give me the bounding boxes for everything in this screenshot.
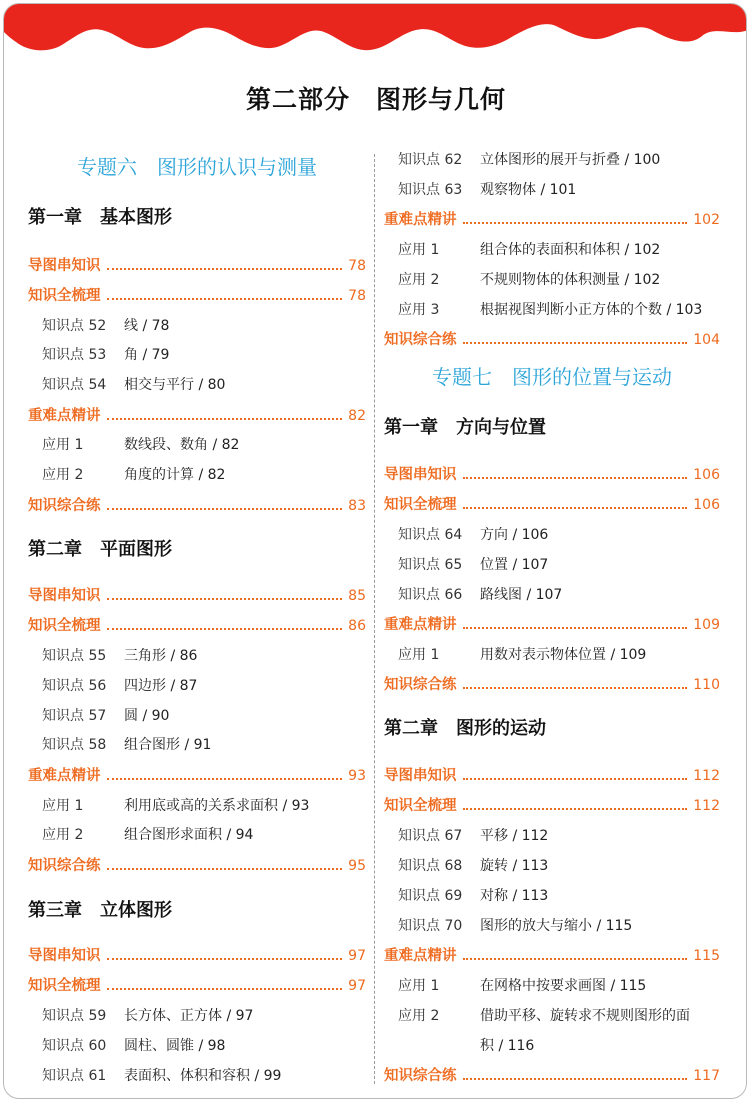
entry-text: 观察物体 / 101 — [480, 182, 577, 198]
toc-section[interactable] — [384, 208, 720, 232]
toc-entry[interactable] — [384, 523, 720, 547]
entry-key: 应用 1 — [398, 242, 440, 258]
toc-section[interactable] — [28, 254, 366, 278]
entry-key: 知识点 57 — [42, 708, 107, 724]
section-label: 知识综合练 — [384, 332, 457, 348]
dot-leader — [463, 342, 688, 344]
entry-key: 知识点 68 — [398, 858, 463, 874]
dot-leader — [463, 627, 688, 629]
entry-text: 圆 / 90 — [124, 708, 170, 724]
chapter-heading: 第一章 方向与位置 — [384, 417, 546, 438]
entry-key: 知识点 54 — [42, 377, 107, 393]
section-label: 重难点精讲 — [384, 212, 457, 228]
section-label: 知识全梳理 — [28, 618, 101, 634]
dot-leader — [107, 628, 343, 630]
dot-leader — [107, 598, 343, 600]
entry-text: 用数对表示物体位置 / 109 — [480, 647, 647, 663]
toc-section[interactable] — [28, 974, 366, 998]
section-label: 导图串知识 — [28, 948, 101, 964]
entry-text: 方向 / 106 — [480, 527, 549, 543]
toc-entry[interactable] — [28, 314, 366, 338]
dot-leader — [107, 778, 343, 780]
section-label: 知识综合练 — [28, 498, 101, 514]
entry-text: 利用底或高的关系求面积 / 93 — [124, 798, 310, 814]
entry-key: 应用 2 — [42, 827, 84, 843]
entry-key: 应用 2 — [398, 272, 440, 288]
topic-heading: 专题七 图形的位置与运动 — [432, 365, 672, 389]
toc-entry[interactable] — [384, 298, 720, 322]
page-number: 97 — [348, 948, 366, 964]
section-label: 知识综合练 — [384, 677, 457, 693]
toc-section[interactable] — [384, 794, 720, 818]
entry-text: 组合图形 / 91 — [124, 737, 212, 753]
entry-key: 知识点 59 — [42, 1008, 107, 1024]
chapter-heading: 第二章 图形的运动 — [384, 718, 546, 739]
entry-text: 不规则物体的体积测量 / 102 — [480, 272, 661, 288]
toc-section[interactable] — [384, 493, 720, 517]
dot-leader — [463, 778, 688, 780]
entry-key: 知识点 60 — [42, 1038, 107, 1054]
page-number: 115 — [693, 948, 720, 964]
dot-leader — [463, 808, 688, 810]
entry-key: 知识点 56 — [42, 678, 107, 694]
dot-leader — [463, 477, 688, 479]
entry-text: 四边形 / 87 — [124, 678, 198, 694]
toc-entry[interactable] — [28, 1034, 366, 1058]
page-number: 117 — [693, 1068, 720, 1084]
toc-entry[interactable] — [28, 644, 366, 668]
entry-text: 组合体的表面积和体积 / 102 — [480, 242, 661, 258]
entry-text: 表面积、体积和容积 / 99 — [124, 1068, 282, 1084]
topic-heading: 专题六 图形的认识与测量 — [77, 155, 317, 179]
section-label: 导图串知识 — [28, 258, 101, 274]
section-label: 导图串知识 — [28, 588, 101, 604]
dot-leader — [107, 298, 343, 300]
page-number: 110 — [693, 677, 720, 693]
toc-entry[interactable] — [28, 343, 366, 367]
page-number: 86 — [348, 618, 366, 634]
toc-section[interactable] — [28, 944, 366, 968]
entry-text: 根据视图判断小正方体的个数 / 103 — [480, 302, 703, 318]
toc-entry[interactable] — [384, 974, 720, 998]
entry-text: 组合图形求面积 / 94 — [124, 827, 254, 843]
entry-text: 借助平移、旋转求不规则图形的面 — [480, 1008, 690, 1024]
entry-text: 路线图 / 107 — [480, 587, 563, 603]
entry-key: 知识点 55 — [42, 648, 107, 664]
entry-text: 立体图形的展开与折叠 / 100 — [480, 152, 661, 168]
section-label: 重难点精讲 — [28, 768, 101, 784]
toc-entry[interactable] — [28, 733, 366, 757]
page-title: 第二部分 图形与几何 — [245, 85, 506, 114]
chapter-heading: 第二章 平面图形 — [28, 539, 172, 560]
entry-key: 知识点 53 — [42, 347, 107, 363]
entry-key: 应用 2 — [42, 467, 84, 483]
entry-key: 知识点 69 — [398, 888, 463, 904]
entry-text: 三角形 / 86 — [124, 648, 198, 664]
dot-leader — [463, 958, 688, 960]
section-label: 重难点精讲 — [28, 408, 101, 424]
entry-text: 角度的计算 / 82 — [124, 467, 226, 483]
toc-entry[interactable] — [384, 268, 720, 292]
entry-key: 知识点 70 — [398, 918, 463, 934]
entry-text: 角 / 79 — [124, 347, 170, 363]
dot-leader — [107, 958, 343, 960]
entry-key: 应用 1 — [398, 647, 440, 663]
toc-entry[interactable] — [28, 1004, 366, 1028]
page-number: 95 — [348, 858, 366, 874]
page-number: 78 — [348, 288, 366, 304]
page-frame — [3, 3, 747, 1099]
toc-section[interactable] — [28, 494, 366, 518]
toc-entry[interactable] — [28, 794, 366, 818]
entry-key: 应用 2 — [398, 1008, 440, 1024]
red-cloud-banner — [4, 4, 747, 64]
section-label: 导图串知识 — [384, 467, 457, 483]
toc-entry[interactable] — [384, 643, 720, 667]
entry-key: 知识点 61 — [42, 1068, 107, 1084]
entry-text: 长方体、正方体 / 97 — [124, 1008, 254, 1024]
toc-section[interactable] — [384, 463, 720, 487]
toc-entry[interactable] — [28, 674, 366, 698]
page-number: 109 — [693, 617, 720, 633]
entry-key: 知识点 63 — [398, 182, 463, 198]
entry-key: 知识点 65 — [398, 557, 463, 573]
section-label: 知识全梳理 — [28, 288, 101, 304]
page-number: 85 — [348, 588, 366, 604]
dot-leader — [463, 507, 688, 509]
entry-text: 平移 / 112 — [480, 828, 549, 844]
page-number: 106 — [693, 497, 720, 513]
section-label: 知识综合练 — [28, 858, 101, 874]
entry-key: 知识点 62 — [398, 152, 463, 168]
toc-entry-continuation: 积 / 116 — [480, 1038, 535, 1054]
section-label: 知识全梳理 — [384, 497, 457, 513]
section-label: 重难点精讲 — [384, 948, 457, 964]
dot-leader — [107, 508, 343, 510]
entry-key: 知识点 67 — [398, 828, 463, 844]
chapter-heading: 第三章 立体图形 — [28, 900, 172, 921]
toc-section[interactable] — [28, 284, 366, 308]
toc-entry[interactable] — [384, 884, 720, 908]
entry-text: 对称 / 113 — [480, 888, 549, 904]
toc-entry[interactable] — [384, 583, 720, 607]
entry-text: 相交与平行 / 80 — [124, 377, 226, 393]
entry-key: 知识点 52 — [42, 318, 107, 334]
toc-section[interactable] — [384, 673, 720, 697]
toc-section[interactable] — [384, 328, 720, 352]
section-label: 知识综合练 — [384, 1068, 457, 1084]
chapter-heading: 第一章 基本图形 — [28, 207, 172, 228]
toc-entry[interactable] — [384, 148, 720, 172]
toc-entry[interactable] — [384, 1004, 720, 1028]
section-label: 知识全梳理 — [28, 978, 101, 994]
dot-leader — [463, 1078, 688, 1080]
page-number: 106 — [693, 467, 720, 483]
section-label: 重难点精讲 — [384, 617, 457, 633]
toc-entry[interactable] — [384, 238, 720, 262]
toc-entry[interactable] — [28, 1064, 366, 1088]
toc-entry[interactable] — [384, 553, 720, 577]
toc-section[interactable] — [384, 944, 720, 968]
dot-leader — [107, 868, 343, 870]
toc-section[interactable] — [28, 404, 366, 428]
page-number: 97 — [348, 978, 366, 994]
entry-text: 线 / 78 — [124, 318, 170, 334]
page-number: 83 — [348, 498, 366, 514]
entry-text: 旋转 / 113 — [480, 858, 549, 874]
dot-leader — [107, 418, 343, 420]
entry-key: 应用 1 — [42, 798, 84, 814]
dot-leader — [107, 988, 343, 990]
toc-entry[interactable] — [28, 433, 366, 457]
toc-entry[interactable] — [384, 178, 720, 202]
page-number: 78 — [348, 258, 366, 274]
entry-key: 知识点 64 — [398, 527, 463, 543]
section-label: 导图串知识 — [384, 768, 457, 784]
toc-entry[interactable] — [28, 463, 366, 487]
column-divider — [374, 154, 375, 1084]
page-number: 102 — [693, 212, 720, 228]
entry-key: 应用 3 — [398, 302, 440, 318]
toc-section[interactable] — [28, 584, 366, 608]
toc-section[interactable] — [384, 1064, 720, 1088]
dot-leader — [107, 268, 343, 270]
toc-entry[interactable] — [28, 704, 366, 728]
section-label: 知识全梳理 — [384, 798, 457, 814]
toc-entry[interactable] — [384, 854, 720, 878]
toc-entry[interactable] — [28, 373, 366, 397]
entry-text: 位置 / 107 — [480, 557, 549, 573]
entry-text: 数线段、数角 / 82 — [124, 437, 240, 453]
toc-entry[interactable] — [384, 824, 720, 848]
entry-key: 应用 1 — [42, 437, 84, 453]
page-number: 93 — [348, 768, 366, 784]
page-number: 82 — [348, 408, 366, 424]
entry-key: 知识点 66 — [398, 587, 463, 603]
toc-section[interactable] — [384, 764, 720, 788]
page-number: 112 — [693, 768, 720, 784]
dot-leader — [463, 222, 688, 224]
dot-leader — [463, 687, 688, 689]
entry-text: 在网格中按要求画图 / 115 — [480, 978, 647, 994]
entry-text: 图形的放大与缩小 / 115 — [480, 918, 633, 934]
toc-section[interactable] — [28, 764, 366, 788]
page-number: 112 — [693, 798, 720, 814]
entry-text: 圆柱、圆锥 / 98 — [124, 1038, 226, 1054]
toc-entry[interactable] — [28, 823, 366, 847]
toc-entry[interactable] — [384, 914, 720, 938]
page-number: 104 — [693, 332, 720, 348]
entry-key: 应用 1 — [398, 978, 440, 994]
entry-key: 知识点 58 — [42, 737, 107, 753]
toc-section[interactable] — [28, 854, 366, 878]
toc-section[interactable] — [28, 614, 366, 638]
toc-section[interactable] — [384, 613, 720, 637]
